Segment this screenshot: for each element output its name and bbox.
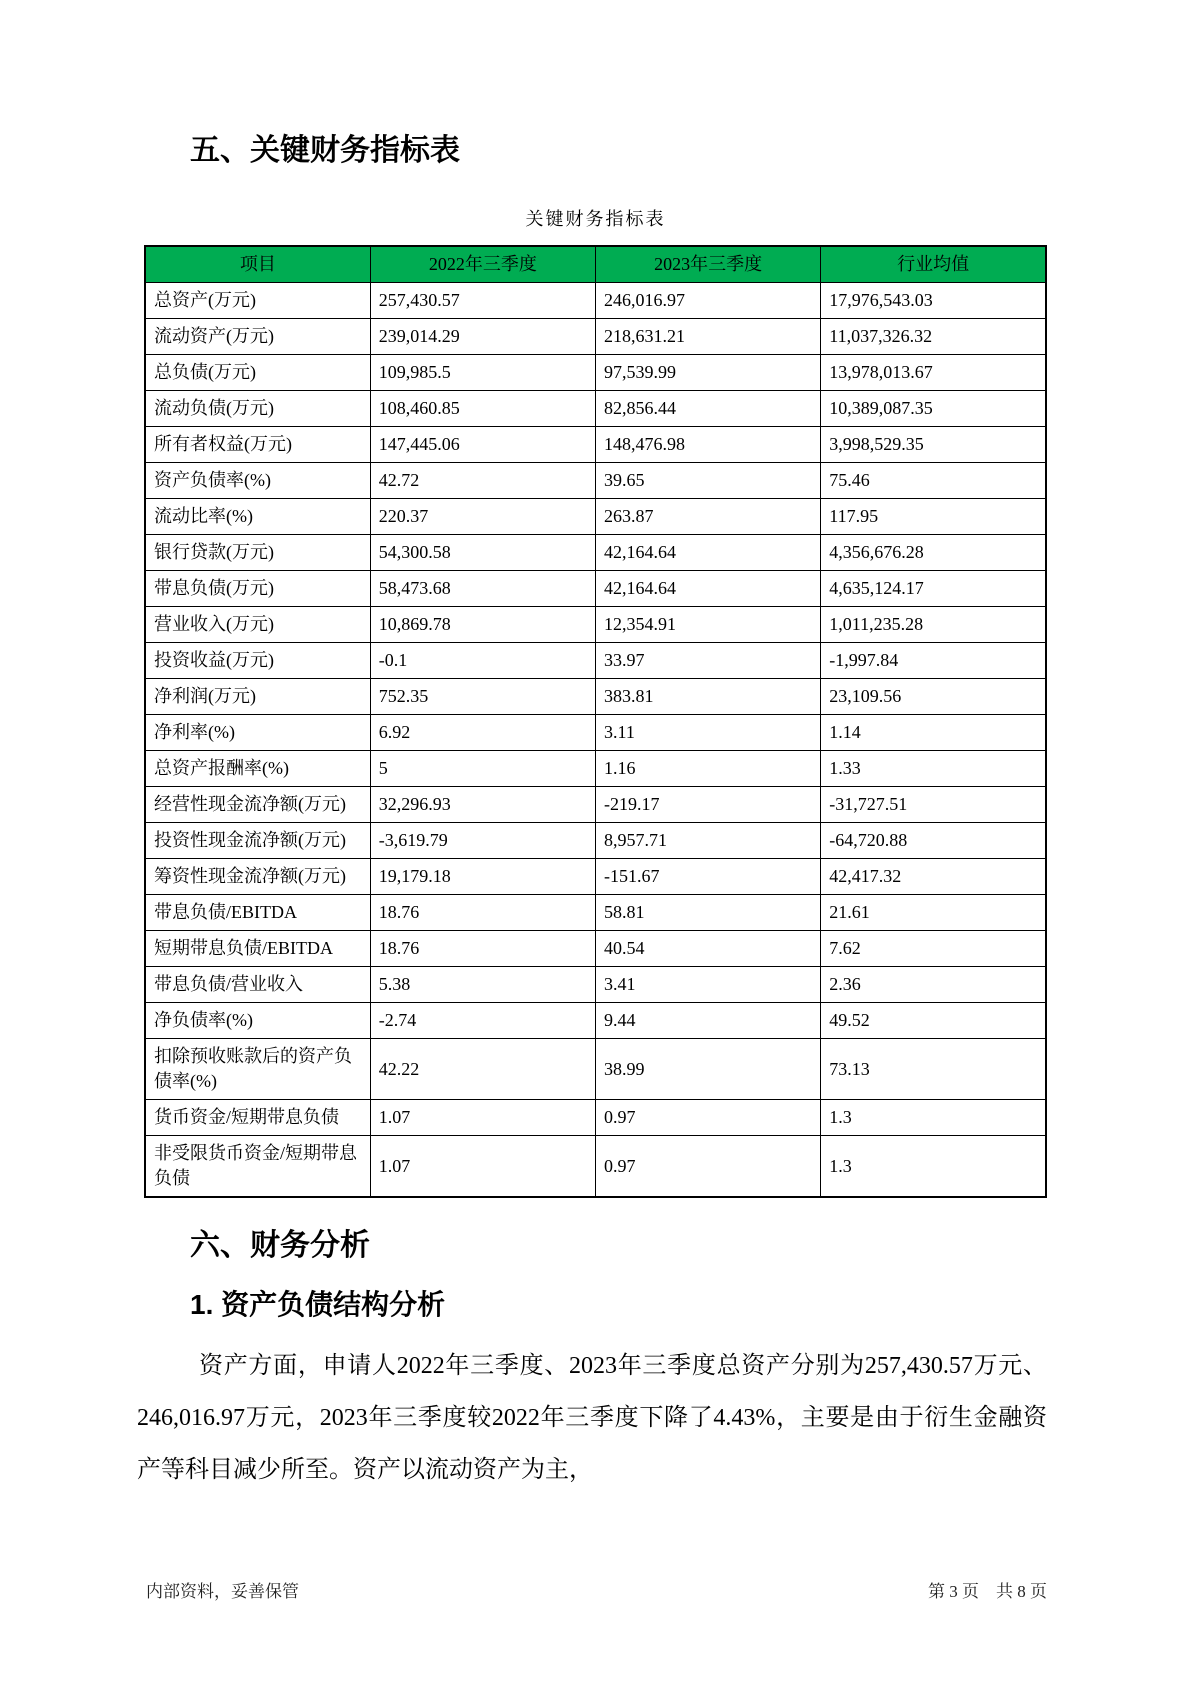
- table-row: [145, 463, 1046, 499]
- row-label-cell: 带息负债/EBITDA: [145, 895, 370, 931]
- value-cell: 1.14: [821, 715, 1046, 751]
- value-cell: 4,635,124.17: [821, 571, 1046, 607]
- value-cell: 1.3: [821, 1100, 1046, 1136]
- value-cell: 117.95: [821, 499, 1046, 535]
- column-header-2023q3: 2023年三季度: [596, 246, 821, 283]
- row-label-cell: 非受限货币资金/短期带息负债: [145, 1136, 370, 1198]
- value-cell: -0.1: [370, 643, 595, 679]
- value-cell: 3.41: [596, 967, 821, 1003]
- value-cell: 39.65: [596, 463, 821, 499]
- row-label-cell: 筹资性现金流净额(万元): [145, 859, 370, 895]
- table-row: [145, 571, 1046, 607]
- value-cell: 1,011,235.28: [821, 607, 1046, 643]
- value-cell: 13,978,013.67: [821, 355, 1046, 391]
- value-cell: 0.97: [596, 1100, 821, 1136]
- row-label-cell: 带息负债(万元): [145, 571, 370, 607]
- value-cell: 10,389,087.35: [821, 391, 1046, 427]
- row-label-cell: 流动比率(%): [145, 499, 370, 535]
- row-label-cell: 货币资金/短期带息负债: [145, 1100, 370, 1136]
- value-cell: 6.92: [370, 715, 595, 751]
- column-header-2022q3: 2022年三季度: [370, 246, 595, 283]
- value-cell: 9.44: [596, 1003, 821, 1039]
- row-label-cell: 总资产(万元): [145, 283, 370, 319]
- value-cell: 1.16: [596, 751, 821, 787]
- value-cell: 5: [370, 751, 595, 787]
- value-cell: 12,354.91: [596, 607, 821, 643]
- value-cell: 4,356,676.28: [821, 535, 1046, 571]
- value-cell: 40.54: [596, 931, 821, 967]
- row-label-cell: 带息负债/营业收入: [145, 967, 370, 1003]
- value-cell: 1.33: [821, 751, 1046, 787]
- value-cell: 147,445.06: [370, 427, 595, 463]
- value-cell: 32,296.93: [370, 787, 595, 823]
- value-cell: 220.37: [370, 499, 595, 535]
- row-label-cell: 总负债(万元): [145, 355, 370, 391]
- value-cell: 2.36: [821, 967, 1046, 1003]
- value-cell: 49.52: [821, 1003, 1046, 1039]
- value-cell: 58.81: [596, 895, 821, 931]
- column-header-item: 项目: [145, 246, 370, 283]
- value-cell: -3,619.79: [370, 823, 595, 859]
- value-cell: -31,727.51: [821, 787, 1046, 823]
- value-cell: 42,164.64: [596, 535, 821, 571]
- table-row: [145, 355, 1046, 391]
- value-cell: 3,998,529.35: [821, 427, 1046, 463]
- value-cell: 263.87: [596, 499, 821, 535]
- section6-heading: 六、财务分析: [190, 1229, 370, 1262]
- value-cell: 54,300.58: [370, 535, 595, 571]
- value-cell: -219.17: [596, 787, 821, 823]
- value-cell: 23,109.56: [821, 679, 1046, 715]
- footer-page-number: 第 3 页 共 8 页: [928, 1582, 1047, 1601]
- value-cell: 75.46: [821, 463, 1046, 499]
- section5-heading: 五、关键财务指标表: [190, 134, 460, 167]
- value-cell: 752.35: [370, 679, 595, 715]
- value-cell: 148,476.98: [596, 427, 821, 463]
- value-cell: -2.74: [370, 1003, 595, 1039]
- value-cell: 73.13: [821, 1039, 1046, 1100]
- value-cell: 42.22: [370, 1039, 595, 1100]
- row-label-cell: 投资性现金流净额(万元): [145, 823, 370, 859]
- value-cell: 239,014.29: [370, 319, 595, 355]
- value-cell: 38.99: [596, 1039, 821, 1100]
- row-label-cell: 净负债率(%): [145, 1003, 370, 1039]
- value-cell: 257,430.57: [370, 283, 595, 319]
- value-cell: 109,985.5: [370, 355, 595, 391]
- value-cell: 42.72: [370, 463, 595, 499]
- row-label-cell: 流动资产(万元): [145, 319, 370, 355]
- value-cell: 42,417.32: [821, 859, 1046, 895]
- value-cell: -1,997.84: [821, 643, 1046, 679]
- value-cell: 82,856.44: [596, 391, 821, 427]
- value-cell: 18.76: [370, 931, 595, 967]
- table-row: [145, 859, 1046, 895]
- table-row: [145, 679, 1046, 715]
- row-label-cell: 营业收入(万元): [145, 607, 370, 643]
- value-cell: 19,179.18: [370, 859, 595, 895]
- key-financial-indicators-table: [144, 245, 1047, 1198]
- table-header-row: [145, 246, 1046, 283]
- value-cell: 108,460.85: [370, 391, 595, 427]
- row-label-cell: 投资收益(万元): [145, 643, 370, 679]
- table-row: [145, 715, 1046, 751]
- value-cell: 97,539.99: [596, 355, 821, 391]
- value-cell: 21.61: [821, 895, 1046, 931]
- table-row: [145, 391, 1046, 427]
- value-cell: 8,957.71: [596, 823, 821, 859]
- row-label-cell: 流动负债(万元): [145, 391, 370, 427]
- row-label-cell: 扣除预收账款后的资产负债率(%): [145, 1039, 370, 1100]
- value-cell: 18.76: [370, 895, 595, 931]
- value-cell: 1.07: [370, 1100, 595, 1136]
- value-cell: 1.3: [821, 1136, 1046, 1198]
- value-cell: 33.97: [596, 643, 821, 679]
- table-row: [145, 1039, 1046, 1100]
- table-row: [145, 1003, 1046, 1039]
- value-cell: 383.81: [596, 679, 821, 715]
- value-cell: 5.38: [370, 967, 595, 1003]
- page-footer: [146, 1577, 1047, 1602]
- table-row: [145, 751, 1046, 787]
- table-row: [145, 1136, 1046, 1198]
- table-row: [145, 823, 1046, 859]
- table-row: [145, 535, 1046, 571]
- table-row: [145, 643, 1046, 679]
- table-row: [145, 319, 1046, 355]
- analysis-paragraph: 资产方面，申请人2022年三季度、2023年三季度总资产分别为257,430.57万元、246,016.97万元，2023年三季度较2022年三季度下降了4.43%，主要是由于衍生金融资产等科目减少所至。资产以流动资产为主，: [137, 1353, 1047, 1483]
- table-row: [145, 895, 1046, 931]
- row-label-cell: 资产负债率(%): [145, 463, 370, 499]
- table-row: [145, 607, 1046, 643]
- row-label-cell: 银行贷款(万元): [145, 535, 370, 571]
- row-label-cell: 经营性现金流净额(万元): [145, 787, 370, 823]
- row-label-cell: 总资产报酬率(%): [145, 751, 370, 787]
- row-label-cell: 净利率(%): [145, 715, 370, 751]
- table-row: [145, 1100, 1046, 1136]
- value-cell: -64,720.88: [821, 823, 1046, 859]
- value-cell: -151.67: [596, 859, 821, 895]
- table-row: [145, 427, 1046, 463]
- subsection-heading: 1. 资产负债结构分析: [190, 1289, 446, 1320]
- row-label-cell: 短期带息负债/EBITDA: [145, 931, 370, 967]
- value-cell: 11,037,326.32: [821, 319, 1046, 355]
- table-row: [145, 967, 1046, 1003]
- value-cell: 1.07: [370, 1136, 595, 1198]
- footer-confidential-note: 内部资料，妥善保管: [146, 1582, 299, 1601]
- row-label-cell: 净利润(万元): [145, 679, 370, 715]
- row-label-cell: 所有者权益(万元): [145, 427, 370, 463]
- value-cell: 42,164.64: [596, 571, 821, 607]
- value-cell: 3.11: [596, 715, 821, 751]
- table-caption: 关键财务指标表: [525, 209, 666, 229]
- value-cell: 0.97: [596, 1136, 821, 1198]
- value-cell: 17,976,543.03: [821, 283, 1046, 319]
- value-cell: 7.62: [821, 931, 1046, 967]
- table-row: [145, 787, 1046, 823]
- table-row: [145, 931, 1046, 967]
- column-header-industry-avg: 行业均值: [821, 246, 1046, 283]
- value-cell: 218,631.21: [596, 319, 821, 355]
- value-cell: 246,016.97: [596, 283, 821, 319]
- table-row: [145, 283, 1046, 319]
- value-cell: 58,473.68: [370, 571, 595, 607]
- table-row: [145, 499, 1046, 535]
- value-cell: 10,869.78: [370, 607, 595, 643]
